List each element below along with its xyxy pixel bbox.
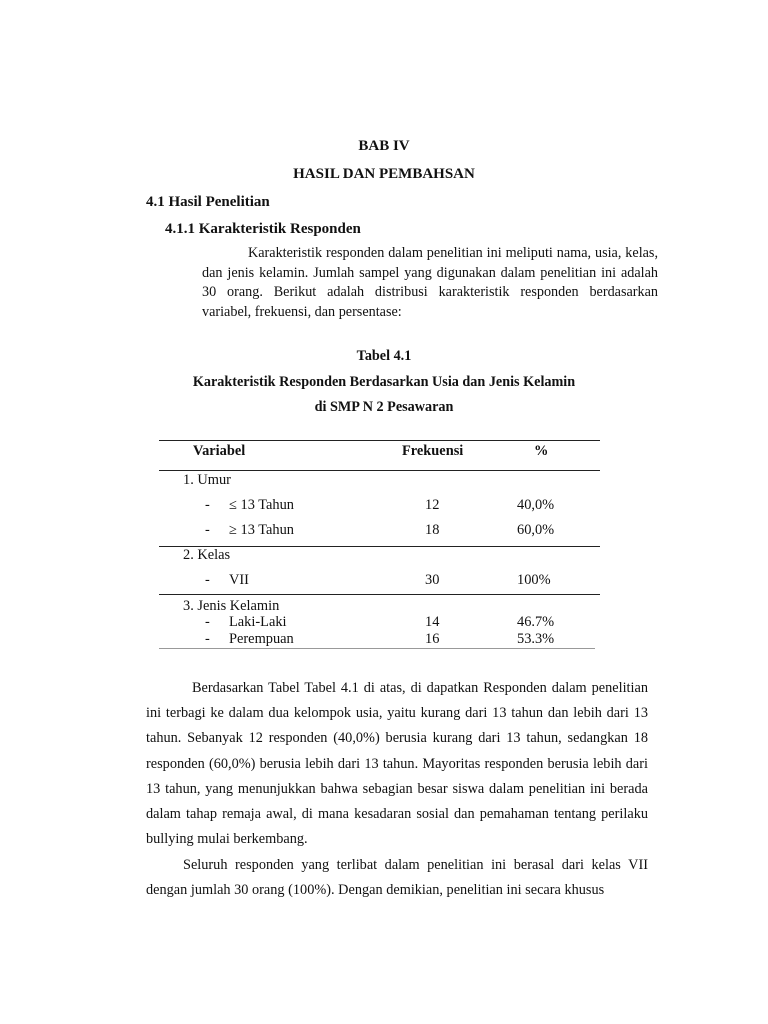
row-percent: 53.3% xyxy=(517,631,555,647)
chapter-number: BAB IV xyxy=(358,138,410,154)
body-paragraph-2: Seluruh responden yang terlibat dalam penelitian ini berasal dari kelas VII dengan jumlah 30 orang (100%). Dengan demikian, penelitian ini secara khusus xyxy=(146,857,648,899)
row-dash: - xyxy=(205,497,210,513)
row-label: Perempuan xyxy=(229,631,294,647)
header-variabel: Variabel xyxy=(193,443,246,459)
row-dash: - xyxy=(205,572,210,588)
row-percent: 60,0% xyxy=(517,522,555,538)
group-label-kelas: 2. Kelas xyxy=(183,547,231,563)
header-bottom-rule xyxy=(159,470,600,471)
intro-paragraph: Karakteristik responden dalam penelitian ini meliputi nama, usia, kelas, dan jenis kelamin. Jumlah sampel yang digunakan dalam penelitian ini adalah 30 orang. Berikut adalah distribusi karakteristik responden berdasarkan variabel, frekuensi, dan persentase: xyxy=(202,245,658,320)
row-label: ≤ 13 Tahun xyxy=(229,497,294,513)
group-label-jenis-kelamin: 3. Jenis Kelamin xyxy=(183,598,280,614)
row-dash: - xyxy=(205,614,210,630)
table-top-rule xyxy=(159,440,600,441)
row-frequency: 14 xyxy=(425,614,440,630)
subsection-heading: 4.1.1 Karakteristik Responden xyxy=(165,221,361,237)
header-persen: % xyxy=(534,443,549,459)
table-bottom-rule xyxy=(159,648,595,649)
table-caption-location: di SMP N 2 Pesawaran xyxy=(314,399,454,415)
group-divider-rule xyxy=(159,594,600,595)
chapter-title: HASIL DAN PEMBAHSAN xyxy=(293,166,475,182)
body-paragraph-1: Berdasarkan Tabel Tabel 4.1 di atas, di dapatkan Responden dalam penelitian ini terbagi ke dalam dua kelompok usia, yaitu kurang dari 13 tahun dan lebih dari 13 tahun. Sebanyak 12 responden (40,0%) berusia kurang dari 13 tahun, sedangkan 18 responden (60,0%) berusia lebih dari 13 tahun. Mayoritas responden berusia lebih dari 13 tahun, yang menunjukkan bahwa sebagian besar siswa dalam penelitian ini berada dalam tahap remaja awal, di mana kesadaran sosial dan pemahaman tentang perilaku bullying mulai berkembang. xyxy=(146,680,648,848)
section-heading: 4.1 Hasil Penelitian xyxy=(146,194,270,210)
row-percent: 100% xyxy=(517,572,551,588)
row-percent: 40,0% xyxy=(517,497,555,513)
table-caption-number: Tabel 4.1 xyxy=(356,348,412,364)
header-frekuensi: Frekuensi xyxy=(402,443,464,459)
row-frequency: 30 xyxy=(425,572,440,588)
row-percent: 46.7% xyxy=(517,614,555,630)
table-caption-title: Karakteristik Responden Berdasarkan Usia dan Jenis Kelamin xyxy=(192,374,576,390)
group-label-umur: 1. Umur xyxy=(183,472,231,488)
row-dash: - xyxy=(205,522,210,538)
row-dash: - xyxy=(205,631,210,647)
row-frequency: 18 xyxy=(425,522,440,538)
row-frequency: 12 xyxy=(425,497,440,513)
row-label: VII xyxy=(229,572,249,588)
row-frequency: 16 xyxy=(425,631,440,647)
row-label: Laki-Laki xyxy=(229,614,287,630)
row-label: ≥ 13 Tahun xyxy=(229,522,294,538)
